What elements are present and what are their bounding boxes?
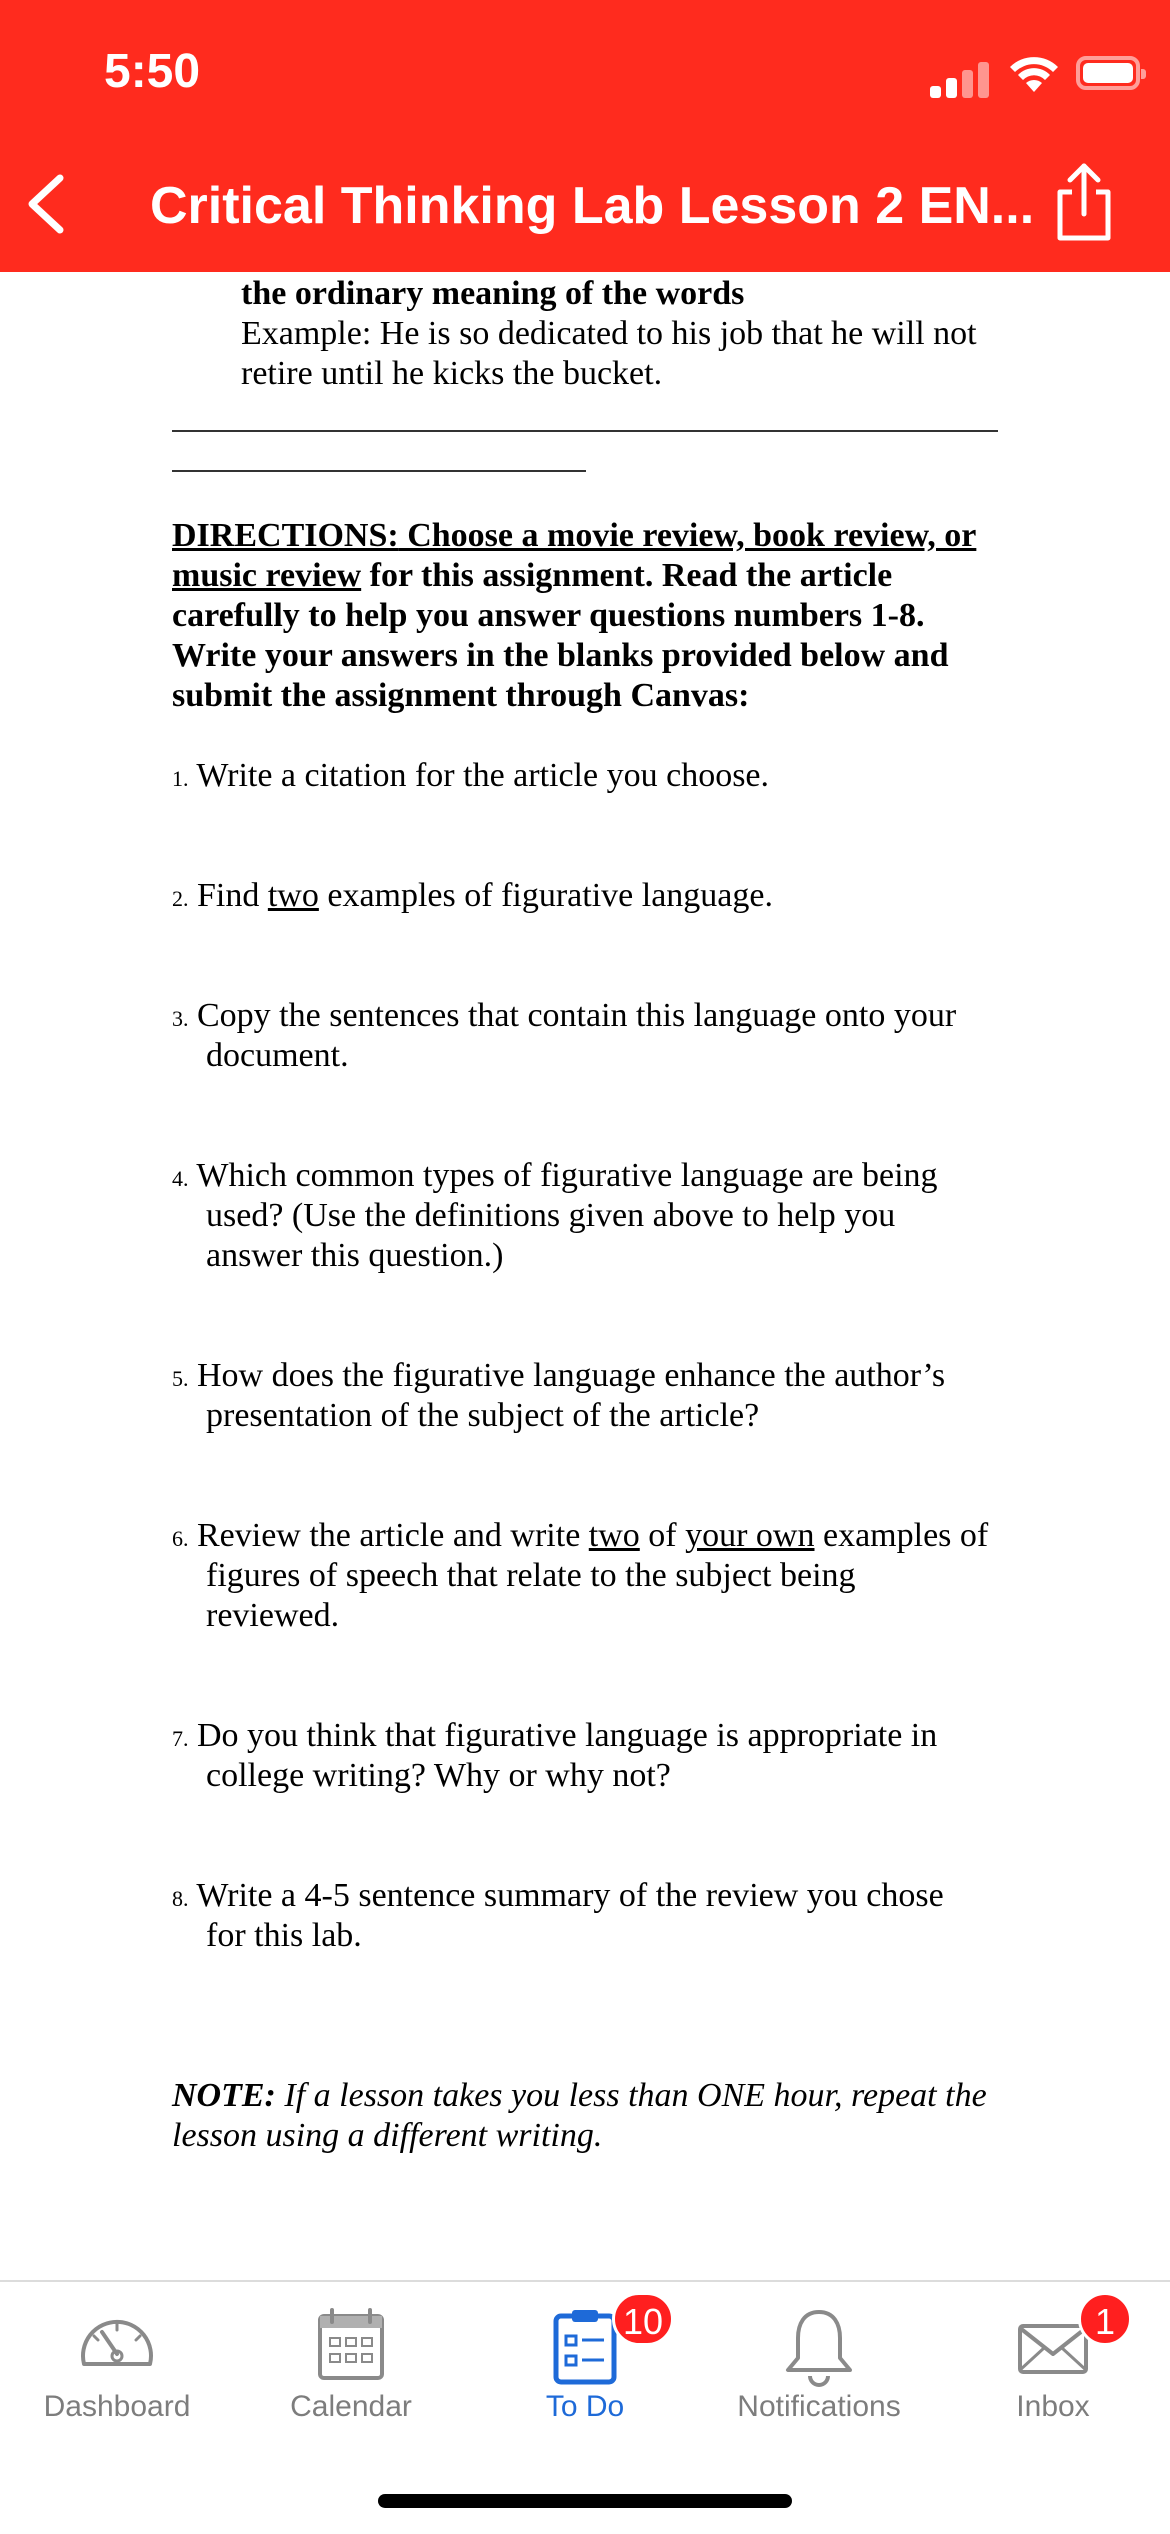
question-number: 3. <box>172 1006 189 1031</box>
directions-text: for this assignment. Read the article <box>361 557 893 594</box>
note-label: NOTE: <box>172 2077 276 2114</box>
question-number: 8. <box>172 1886 189 1911</box>
document-title: Critical Thinking Lab Lesson 2 EN... <box>150 177 1035 235</box>
battery-icon <box>1076 56 1140 90</box>
question-number: 6. <box>172 1526 189 1551</box>
question-text: Write a citation for the article you choose. <box>196 757 770 794</box>
question-text: How does the figurative language enhance the author’s <box>197 1357 946 1394</box>
question-number: 7. <box>172 1726 189 1751</box>
inbox-count-badge: 1 <box>1078 2292 1132 2346</box>
question-8 <box>172 1876 944 1919</box>
bell-icon <box>774 2302 864 2392</box>
question-8-cont: for this lab. <box>206 1917 362 1954</box>
doc-text-line: retire until he kicks the bucket. <box>241 355 663 392</box>
question-text: examples of figurative language. <box>318 877 773 914</box>
question-6-cont: reviewed. <box>206 1597 340 1634</box>
calendar-icon <box>306 2302 396 2392</box>
tab-label: Notifications <box>737 2390 901 2423</box>
app-header <box>0 0 1170 272</box>
directions-line: carefully to help you answer questions numbers 1-8. <box>172 597 925 634</box>
document-viewer[interactable] <box>0 272 1170 2280</box>
back-chevron-icon[interactable] <box>22 172 70 236</box>
wifi-icon <box>1008 54 1060 94</box>
answer-blank-line <box>172 430 998 432</box>
tab-dashboard[interactable] <box>0 2282 234 2472</box>
question-text: of <box>639 1517 686 1554</box>
status-time: 5:50 <box>104 45 201 98</box>
tab-label: To Do <box>545 2390 625 2423</box>
question-6 <box>172 1516 988 1559</box>
question-number: 1. <box>172 766 189 791</box>
question-6-cont: figures of speech that relate to the subject being <box>206 1557 856 1594</box>
share-icon[interactable] <box>1054 162 1114 242</box>
tab-calendar[interactable] <box>234 2282 468 2472</box>
question-3-cont: document. <box>206 1037 349 1074</box>
tab-notifications[interactable] <box>702 2282 936 2472</box>
doc-text-line: Example: He is so dedicated to his job that he will not <box>241 315 977 352</box>
cellular-signal-icon <box>930 60 994 98</box>
question-number: 5. <box>172 1366 189 1391</box>
tab-label: Calendar <box>290 2390 412 2423</box>
question-text: Write a 4-5 sentence summary of the review you chose <box>196 1877 944 1914</box>
doc-text-line: the ordinary meaning of the words <box>241 275 745 312</box>
question-text: Find <box>197 877 268 914</box>
question-7-cont: college writing? Why or why not? <box>206 1757 671 1794</box>
question-number: 4. <box>172 1166 189 1191</box>
answer-blank-line <box>172 470 586 472</box>
question-4-cont: answer this question.) <box>206 1237 504 1274</box>
directions-underlined: music review <box>172 557 362 594</box>
question-5 <box>172 1356 945 1399</box>
question-number: 2. <box>172 886 189 911</box>
home-indicator[interactable] <box>378 2494 792 2508</box>
question-text: Do you think that figurative language is appropriate in <box>197 1717 938 1754</box>
question-4 <box>172 1156 938 1199</box>
question-text-underlined: your own <box>685 1517 815 1554</box>
question-text-underlined: two <box>267 877 319 914</box>
tab-label: Inbox <box>1016 2390 1090 2423</box>
question-3 <box>172 996 956 1039</box>
directions-line: submit the assignment through Canvas: <box>172 677 750 714</box>
question-text: Which common types of figurative language are being <box>196 1157 938 1194</box>
question-text: Copy the sentences that contain this language onto your <box>197 997 957 1034</box>
directions-line <box>172 556 892 596</box>
todo-count-badge: 10 <box>612 2292 674 2346</box>
question-4-cont: used? (Use the definitions given above to help you <box>206 1197 896 1234</box>
note-text: If a lesson takes you less than ONE hour, repeat the <box>275 2077 987 2114</box>
question-1 <box>172 756 769 799</box>
question-2 <box>172 876 773 919</box>
question-text: examples of <box>814 1517 989 1554</box>
question-7 <box>172 1716 937 1759</box>
question-text: Review the article and write <box>197 1517 589 1554</box>
question-5-cont: presentation of the subject of the article? <box>206 1397 760 1434</box>
note-line <box>172 2076 987 2116</box>
directions-label: DIRECTIONS: <box>172 517 399 554</box>
dashboard-gauge-icon <box>72 2302 162 2392</box>
directions-line <box>172 516 976 556</box>
note-line: lesson using a different writing. <box>172 2117 603 2154</box>
directions-underlined: Choose a movie review, book review, or <box>398 517 977 554</box>
question-text-underlined: two <box>588 1517 640 1554</box>
tab-inbox[interactable] <box>936 2282 1170 2472</box>
directions-line: Write your answers in the blanks provided below and <box>172 637 949 674</box>
tab-label: Dashboard <box>43 2390 191 2423</box>
